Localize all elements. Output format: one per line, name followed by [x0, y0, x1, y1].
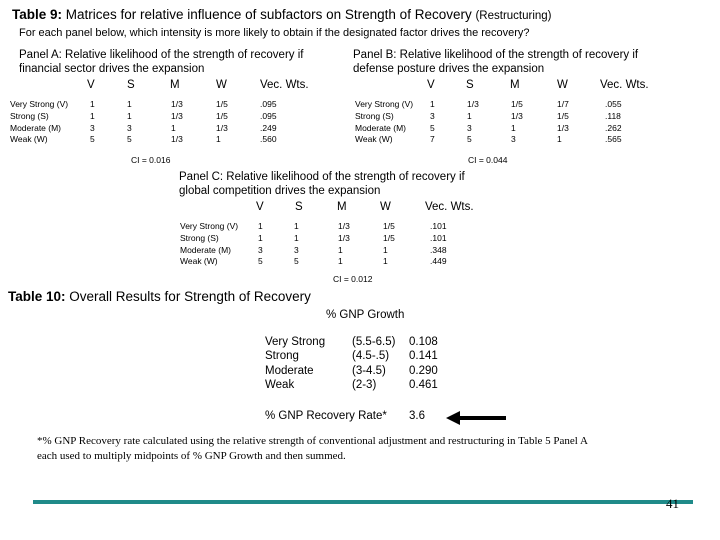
- table10-value: 0.461: [409, 378, 438, 391]
- table10-range: (2-3): [352, 378, 377, 391]
- panel-c-cell: 1: [258, 232, 263, 243]
- panel-b-cell: 7: [430, 134, 435, 145]
- footnote-line2: each used to multiply midpoints of % GNP Growth and then summed.: [37, 449, 346, 462]
- panel-c-row-label: Strong (S): [180, 232, 219, 243]
- panel-b-cell: 1/7: [557, 99, 569, 109]
- table10-value: 0.108: [409, 336, 438, 348]
- table10-range: (4.5-.5): [352, 350, 390, 363]
- panel-a-col-m: [171, 99, 183, 146]
- panel-b-row-label: Strong (S): [355, 110, 394, 121]
- panel-b-header-w: W: [557, 79, 568, 91]
- panel-b-header-m: M: [510, 79, 520, 91]
- panel-c-title-line2: global competition drives the expansion: [179, 184, 381, 197]
- panel-a-cell: 1/3: [171, 110, 183, 121]
- panel-b-header-vec: Vec. Wts.: [600, 79, 649, 91]
- footer-bar: [33, 500, 693, 504]
- table10-category: Weak: [265, 378, 295, 391]
- panel-b-cell: 1: [511, 122, 516, 133]
- panel-c-cell: 1: [338, 256, 343, 267]
- panel-a-row-labels: [10, 99, 68, 146]
- panel-a-cell: .249: [260, 122, 277, 133]
- panel-a-cell: 3: [127, 122, 132, 133]
- panel-c-cell: 1: [338, 244, 343, 255]
- panel-c-title-line1: Panel C: Relative likelihood of the strength of recovery if: [179, 171, 465, 183]
- table9-title-text: Matrices for relative influence of subfactors on Strength of Recovery: [62, 7, 476, 22]
- panel-a-cell: .560: [260, 134, 277, 145]
- panel-b-row-label: Very Strong (V): [355, 99, 414, 109]
- panel-c-col-w: [383, 221, 395, 268]
- panel-a-title-line1: Panel A: Relative likelihood of the strength of recovery if: [19, 49, 304, 61]
- panel-c-header-w: W: [380, 201, 391, 213]
- panel-b-title-line2: defense posture drives the expansion: [353, 62, 545, 75]
- table10-label: Table 10:: [8, 289, 66, 304]
- panel-a-cell: 1/5: [216, 99, 228, 109]
- panel-a-cell: 3: [90, 122, 95, 133]
- table10-title-text: Overall Results for Strength of Recovery: [65, 289, 311, 304]
- panel-a-cell: 1/3: [171, 134, 183, 145]
- panel-b-cell: .565: [605, 134, 622, 145]
- panel-b-row-labels: [355, 99, 413, 146]
- panel-a-col-v: [90, 99, 95, 146]
- table10-values: [409, 335, 438, 392]
- panel-c-row-labels: [180, 221, 238, 268]
- panel-a-cell: 1: [90, 99, 95, 109]
- panel-a-title: [19, 49, 303, 76]
- panel-c-header-v: V: [256, 201, 264, 213]
- panel-c-cell: 3: [258, 244, 263, 255]
- panel-a-col-w: [216, 99, 228, 146]
- page-number: 41: [666, 496, 679, 511]
- panel-c-header-s: S: [295, 201, 303, 213]
- panel-a-header-s: S: [127, 79, 135, 91]
- panel-b-cell: .055: [605, 99, 622, 109]
- panel-b-header-v: V: [427, 79, 435, 91]
- panel-c-cell: 1: [383, 244, 388, 255]
- panel-c-row-label: Weak (W): [180, 256, 218, 267]
- table10-recovery-value: 3.6: [409, 410, 425, 422]
- panel-a-cell: 1/5: [216, 110, 228, 121]
- panel-b-col-vec: [605, 99, 622, 146]
- panel-a-cell: 5: [90, 134, 95, 145]
- panel-c-cell: 1: [294, 221, 299, 231]
- panel-c-col-s: [294, 221, 299, 268]
- panel-a-col-s: [127, 99, 132, 146]
- panel-b-col-s: [467, 99, 479, 146]
- table10-value: 0.290: [409, 364, 438, 377]
- panel-b-cell: .262: [605, 122, 622, 133]
- panel-a-cell: 1: [127, 99, 132, 109]
- table9-subtitle: (Restructuring): [475, 10, 552, 22]
- panel-c-col-m: [338, 221, 350, 268]
- table10-categories: [265, 335, 325, 392]
- panel-a-row-label: Moderate (M): [10, 122, 62, 133]
- panel-c-cell: .348: [430, 244, 447, 255]
- left-arrow-icon: [446, 408, 508, 428]
- panel-b-ci: CI = 0.044: [468, 155, 508, 165]
- panel-c-cell: .449: [430, 256, 447, 267]
- panel-b-cell: 1/5: [511, 99, 523, 109]
- panel-c-cell: 1: [383, 256, 388, 267]
- panel-b-col-m: [511, 99, 523, 146]
- footnote: [37, 434, 588, 463]
- panel-a-cell: 5: [127, 134, 132, 145]
- panel-a-cell: 1: [171, 122, 176, 133]
- table10-recovery-label: % GNP Recovery Rate*: [265, 410, 387, 422]
- panel-b-cell: 1/3: [467, 99, 479, 109]
- table10-category: Very Strong: [265, 336, 326, 348]
- panel-c-cell: 1: [258, 221, 263, 231]
- panel-c-cell: 1/5: [383, 221, 395, 231]
- panel-b-row-label: Moderate (M): [355, 122, 407, 133]
- panel-b-cell: 1: [557, 134, 562, 145]
- panel-b-cell: 3: [511, 134, 516, 145]
- panel-b-cell: 5: [430, 122, 435, 133]
- panel-a-cell: 1: [127, 110, 132, 121]
- panel-b-cell: 3: [467, 122, 472, 133]
- panel-b-col-v: [430, 99, 435, 146]
- panel-c-cell: 1/3: [338, 221, 350, 231]
- panel-b-cell: 3: [430, 110, 435, 121]
- panel-b-col-w: [557, 99, 569, 146]
- footnote-line1: *% GNP Recovery rate calculated using the relative strength of conventional adjustment and restructuring in Table 5 Panel A: [37, 435, 588, 447]
- table10-title: [8, 289, 311, 304]
- panel-a-ci: CI = 0.016: [131, 155, 171, 165]
- panel-a-cell: 1/3: [216, 122, 228, 133]
- panel-b-cell: .118: [605, 110, 621, 121]
- panel-c-title: [179, 171, 465, 198]
- panel-a-cell: 1: [90, 110, 95, 121]
- panel-c-row-label: Very Strong (V): [180, 221, 239, 231]
- panel-a-cell: .095: [260, 99, 277, 109]
- table9-intro: For each panel below, which intensity is more likely to obtain if the designated factor drives the recovery?: [19, 27, 530, 39]
- panel-c-col-vec: [430, 221, 447, 268]
- table10-range: (3-4.5): [352, 364, 386, 377]
- panel-a-header-vec: Vec. Wts.: [260, 79, 309, 91]
- table10-ranges: [352, 335, 395, 392]
- panel-a-header-m: M: [170, 79, 180, 91]
- table9-label: Table 9:: [12, 7, 63, 22]
- panel-b-row-label: Weak (W): [355, 134, 393, 145]
- panel-a-cell: 1/3: [171, 99, 183, 109]
- panel-c-cell: 1/3: [338, 232, 350, 243]
- table10-gnp-header: % GNP Growth: [326, 309, 405, 321]
- panel-a-col-vec: [260, 99, 277, 146]
- panel-a-header-w: W: [216, 79, 227, 91]
- panel-a-title-line2: financial sector drives the expansion: [19, 62, 205, 75]
- table10-range: (5.5-6.5): [352, 336, 396, 348]
- panel-c-col-v: [258, 221, 263, 268]
- table9-title: [12, 7, 552, 22]
- panel-c-cell: 3: [294, 244, 299, 255]
- panel-c-header-vec: Vec. Wts.: [425, 201, 474, 213]
- panel-c-cell: 5: [258, 256, 263, 267]
- panel-b-cell: 1/3: [557, 122, 569, 133]
- table10-category: Moderate: [265, 364, 314, 377]
- table10-category: Strong: [265, 350, 299, 363]
- panel-b-title: [353, 49, 638, 76]
- panel-a-row-label: Strong (S): [10, 110, 49, 121]
- panel-b-cell: 1: [430, 99, 435, 109]
- left-arrow-shape: [446, 411, 506, 425]
- panel-c-ci: CI = 0.012: [333, 274, 373, 284]
- panel-a-cell: 1: [216, 134, 221, 145]
- panel-b-cell: 1: [467, 110, 472, 121]
- panel-b-cell: 1/3: [511, 110, 523, 121]
- panel-b-cell: 5: [467, 134, 472, 145]
- panel-a-header-v: V: [87, 79, 95, 91]
- panel-b-header-s: S: [466, 79, 474, 91]
- panel-c-cell: .101: [430, 221, 447, 231]
- panel-c-cell: 1/5: [383, 232, 395, 243]
- panel-c-header-m: M: [337, 201, 347, 213]
- panel-c-cell: 5: [294, 256, 299, 267]
- panel-a-row-label: Very Strong (V): [10, 99, 69, 109]
- panel-b-title-line1: Panel B: Relative likelihood of the strength of recovery if: [353, 49, 639, 61]
- panel-c-cell: 1: [294, 232, 299, 243]
- panel-b-cell: 1/5: [557, 110, 569, 121]
- panel-c-cell: .101: [430, 232, 447, 243]
- table10-value: 0.141: [409, 350, 438, 363]
- panel-a-cell: .095: [260, 110, 277, 121]
- panel-a-row-label: Weak (W): [10, 134, 48, 145]
- panel-c-row-label: Moderate (M): [180, 244, 232, 255]
